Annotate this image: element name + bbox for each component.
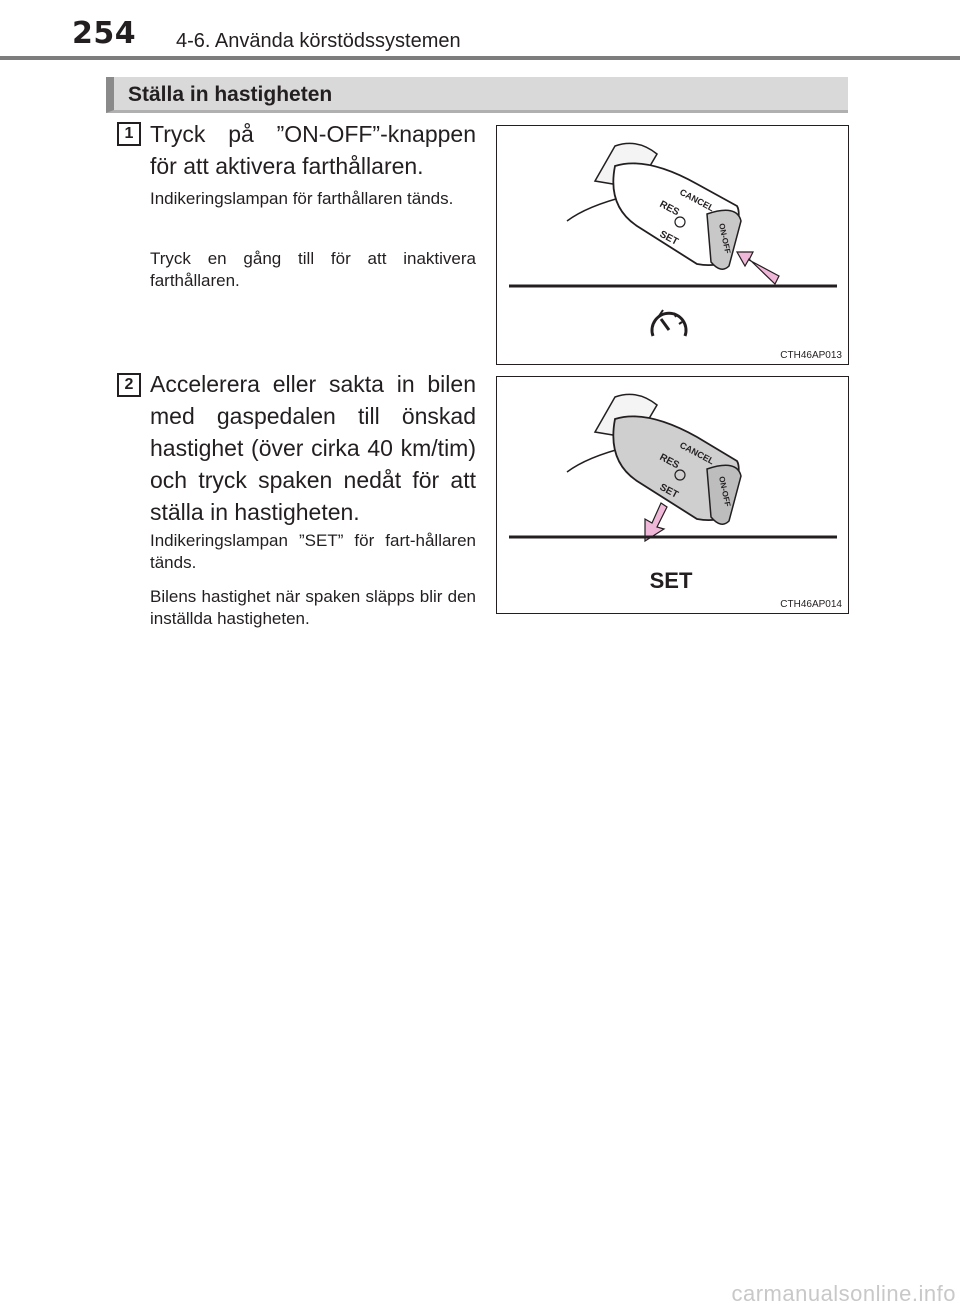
figure-cruise-switch-push-down (496, 376, 849, 614)
page-header (0, 0, 960, 62)
figure-code: CTH46AP013 (780, 350, 842, 361)
push-down-arrow-icon (645, 503, 667, 541)
step-number-badge: 1 (117, 122, 141, 146)
switch-label-cancel: CANCEL (678, 186, 716, 214)
switch-label-onoff: ON-OFF (717, 222, 733, 255)
press-arrow-icon (737, 252, 779, 284)
figure-code: CTH46AP014 (780, 599, 842, 610)
step-note: Indikeringslampan ”SET” för fart-hållaren tänds. (150, 531, 476, 572)
step-note: Indikeringslampan för farthållaren tänds. (150, 189, 454, 208)
cruise-indicator-icon (652, 310, 686, 336)
chapter-title: 4-6. Använda körstödssystemen (176, 30, 461, 52)
switch-label-cancel: CANCEL (678, 439, 716, 467)
step-number-badge: 2 (117, 373, 141, 397)
figure-cruise-switch-press-onoff (496, 125, 849, 365)
switch-label-onoff: ON-OFF (717, 475, 733, 508)
cruise-lever-illustration (497, 126, 847, 363)
section-heading-bar (106, 77, 848, 113)
cruise-lever-illustration (497, 377, 847, 612)
step-instruction: Accelerera eller sakta in bilen med gaspedalen till önskad hastighet (över cirka 40 km/tim) och tryck spaken nedåt för att ställa in hastigheten. (150, 371, 476, 525)
switch-label-res: RES (657, 451, 681, 472)
step-note: Bilens hastighet när spaken släpps blir den inställda hastigheten. (150, 587, 476, 628)
section-title: Ställa in hastigheten (128, 83, 333, 106)
step-instruction: Tryck på ”ON-OFF”-knappen för att aktivera farthållaren. (150, 121, 476, 179)
switch-label-set: SET (657, 481, 680, 501)
watermark: carmanualsonline.info (731, 1281, 956, 1306)
header-rule (0, 56, 960, 60)
switch-label-res: RES (657, 198, 681, 219)
step-note: Tryck en gång till för att inaktivera farthållaren. (150, 249, 476, 290)
set-indicator-text: SET (649, 568, 693, 593)
switch-label-set: SET (657, 228, 680, 248)
page-number: 254 (72, 16, 137, 51)
